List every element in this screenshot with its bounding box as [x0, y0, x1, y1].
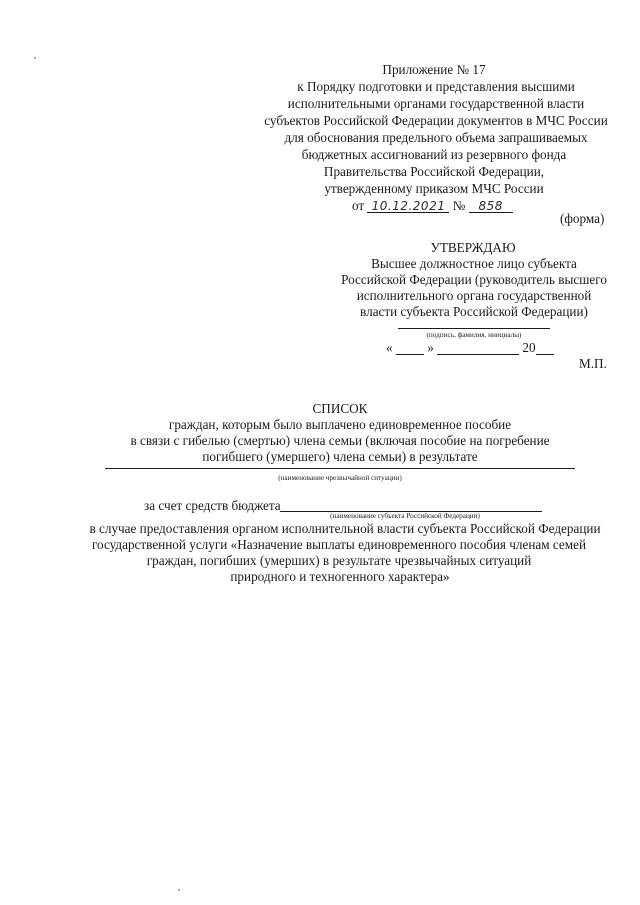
handwritten-number: 858	[478, 199, 503, 213]
number-field	[469, 198, 513, 214]
approval-line-1: Высшее должностное лицо субъекта	[371, 256, 577, 271]
signature-line	[398, 328, 550, 329]
year-prefix: 20	[522, 340, 536, 355]
form-label: (форма)	[560, 211, 605, 226]
approval-line-3: исполнительного органа государственной	[356, 288, 592, 303]
month-field	[437, 340, 519, 356]
handwritten-date: 10.12.2021	[371, 199, 446, 213]
signature-caption: (подпись, фамилия, инициалы)	[426, 331, 522, 339]
situation-caption: (наименование чрезвычайной ситуации)	[278, 474, 402, 482]
tail-line-1: в случае предоставления органом исполнительной власти субъекта Российской Федерации	[89, 521, 601, 536]
year-field	[536, 340, 554, 356]
appendix-line-3: субъектов Российской Федерации документов в МЧС России	[264, 113, 608, 128]
date-close-quote: »	[427, 340, 434, 355]
approval-line-2: Российской Федерации (руководитель высшего	[341, 272, 607, 287]
appendix-line-7: утвержденному приказом МЧС России	[324, 181, 544, 196]
seal-mark: М.П.	[579, 356, 607, 371]
approval-heading: УТВЕРЖДАЮ	[430, 240, 516, 255]
tail-line-4: природного и техногенного характера»	[230, 569, 450, 584]
order-date-number-line	[352, 198, 513, 214]
approval-date-line	[386, 340, 554, 356]
list-heading: СПИСОК	[312, 401, 368, 416]
day-field	[396, 340, 424, 356]
date-open-quote: «	[386, 340, 393, 355]
appendix-line-2: исполнительными органами государственной власти	[287, 96, 585, 111]
budget-label: за счет средств бюджета	[144, 498, 281, 513]
appendix-line-5: бюджетных ассигнований из резервного фонда	[301, 147, 567, 162]
situation-line	[105, 468, 575, 469]
budget-caption: (наименование субъекта Российской Федерации)	[330, 512, 480, 520]
list-line-2: в связи с гибелью (смертью) члена семьи (включая пособие на погребение	[130, 433, 550, 448]
tail-line-3: граждан, погибших (умерших) в результате чрезвычайных ситуаций	[146, 553, 532, 568]
appendix-line-6: Правительства Российской Федерации,	[323, 164, 545, 179]
list-line-3: погибшего (умершего) члена семьи) в результате	[202, 449, 478, 464]
date-prefix: от	[352, 198, 365, 213]
scan-speck	[34, 57, 36, 59]
appendix-line-4: для обоснования предельного объема запрашиваемых	[284, 130, 588, 145]
scan-speck	[178, 889, 180, 891]
appendix-line-1: к Порядку подготовки и представления высшими	[297, 79, 575, 94]
list-line-1: граждан, которым было выплачено единовременное пособие	[168, 417, 512, 432]
number-prefix: №	[452, 198, 466, 213]
approval-line-4: власти субъекта Российской Федерации)	[360, 304, 588, 319]
appendix-title: Приложение № 17	[382, 62, 486, 77]
tail-line-2: государственной услуги «Назначение выплаты единовременного пособия членам семей	[91, 537, 587, 552]
date-field	[367, 198, 449, 214]
